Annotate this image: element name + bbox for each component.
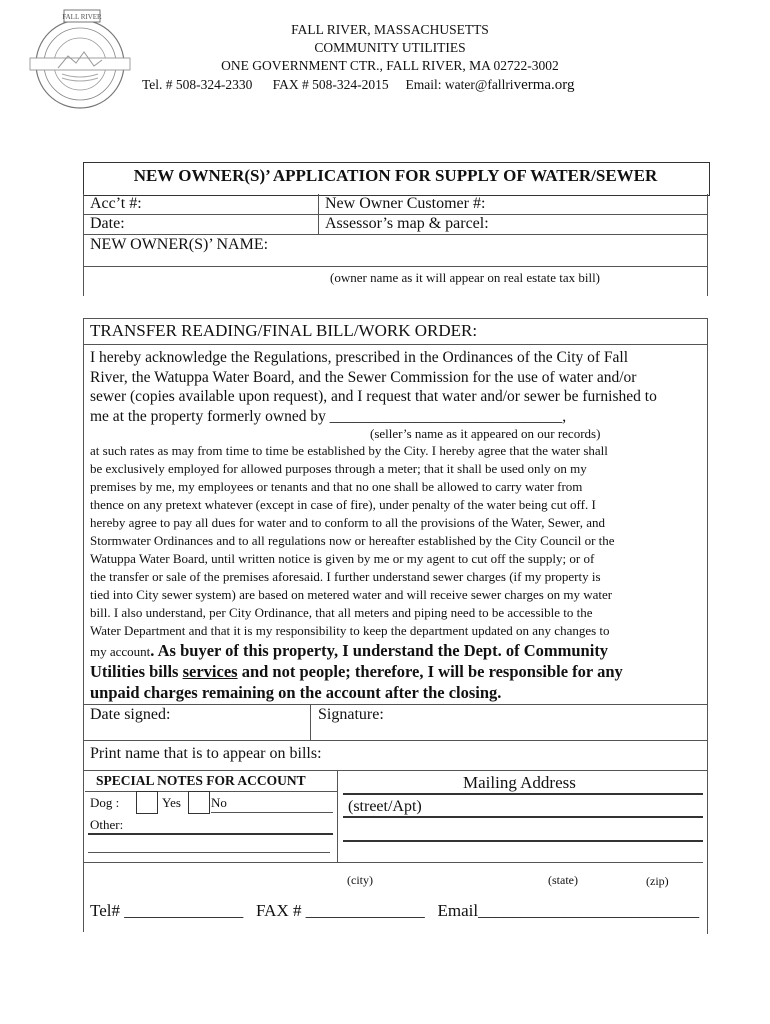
dog-no-label: No — [211, 795, 227, 810]
special-notes-title: SPECIAL NOTES FOR ACCOUNT — [96, 773, 306, 788]
header-department: COMMUNITY UTILITIES — [314, 40, 466, 55]
terms-paragraph: at such rates as may from time to time be established by the City. I hereby agree that the water shall be exclusively employed for allowed purposes through a meter; that it shall be used only on my premises by me, my employees or tenants and that no one shall be allowed to carry water from thence on any pretext whatever (except in case of fire), under penalty of the water being cut off. I hereby agree to pay all dues for water and to conform to all the provisions of the Water, Sewer, and Stormwater Ordinances and to all regulations now or hereafter established by the City Council or the Watuppa Water Board, until written notice is given by me or my agent to cut off the supply; or of the transfer or sale of the premises aforesaid. I further understand sewer charges (if my property is tied into City sewer system) are based on metered water and will receive sewer charges on my water bill. I also understand, per City Ordinance, that all meters and piping need to be accessible to the Water Department and that it is my responsibility to keep the department updated on any changes to — [90, 443, 615, 638]
dog-yes-checkbox[interactable] — [136, 791, 158, 814]
owner-name-hint: (owner name as it will appear on real estate tax bill) — [330, 270, 601, 285]
header-tel: Tel. # 508-324-2330 — [142, 77, 253, 92]
svg-text:FALL RIVER: FALL RIVER — [62, 13, 102, 21]
seller-name-hint: (seller’s name as it appeared on our records) — [370, 426, 601, 441]
assessor-parcel-label[interactable]: Assessor’s map & parcel: — [325, 215, 489, 232]
acct-number-label[interactable]: Acc’t #: — [90, 195, 142, 212]
header-contact — [142, 77, 575, 94]
new-owner-name-label[interactable]: NEW OWNER(S)’ NAME: — [90, 236, 269, 253]
transfer-reading-title: TRANSFER READING/FINAL BILL/WORK ORDER: — [90, 321, 478, 340]
mailing-address-title: Mailing Address — [463, 773, 576, 792]
header-address: ONE GOVERNMENT CTR., FALL RIVER, MA 02722-3002 — [221, 58, 559, 73]
signature-label[interactable]: Signature: — [318, 706, 384, 723]
application-title: NEW OWNER(S)’ APPLICATION FOR SUPPLY OF WATER/SEWER — [133, 166, 658, 185]
new-customer-number-label[interactable]: New Owner Customer #: — [325, 195, 486, 212]
date-label[interactable]: Date: — [90, 215, 125, 232]
contact-row — [90, 901, 699, 921]
dog-no-checkbox[interactable] — [188, 791, 210, 814]
email-field[interactable]: Email__________________________ — [437, 901, 700, 920]
state-label[interactable]: (state) — [548, 873, 578, 887]
buyer-responsibility-statement: my account. As buyer of this property, I understand the Dept. of Community Utilities bills services and not people; therefore, I will be responsible for any unpaid charges remaining on the account after the closing. — [90, 641, 623, 702]
zip-label[interactable]: (zip) — [646, 874, 669, 888]
print-name-label[interactable]: Print name that is to appear on bills: — [90, 745, 322, 762]
fax-field[interactable]: FAX # ______________ — [255, 901, 425, 920]
city-seal-logo — [28, 8, 140, 116]
acknowledgement-paragraph: I hereby acknowledge the Regulations, prescribed in the Ordinances of the City of Fall River, the Watuppa Water Board, and the Sewer Commission for the use of water and/or sewer (copies available upon request), and I request that water and/or sewer be furnished to me at the property formerly owned by ______________________________, — [90, 349, 657, 425]
dog-label: Dog : — [90, 795, 120, 810]
city-label[interactable]: (city) — [347, 873, 373, 887]
tel-field[interactable]: Tel# ______________ — [90, 901, 244, 920]
dog-yes-label: Yes — [162, 795, 181, 810]
street-apt-label[interactable]: (street/Apt) — [348, 798, 422, 815]
other-notes-label[interactable]: Other: — [90, 817, 124, 832]
header-fax: FAX # 508-324-2015 — [272, 77, 389, 92]
header-city: FALL RIVER, MASSACHUSETTS — [291, 22, 489, 37]
header-email: Email: water@fallriverma.org — [405, 77, 575, 93]
date-signed-label[interactable]: Date signed: — [90, 706, 171, 723]
